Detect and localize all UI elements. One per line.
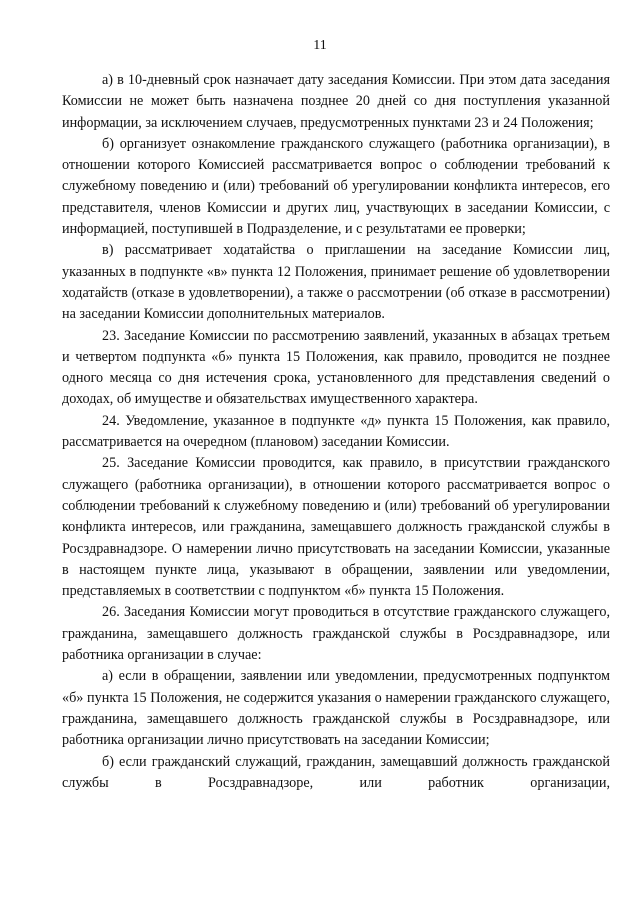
paragraph-23: 23. Заседание Комиссии по рассмотрению заявлений, указанных в абзацах третьем и четвертом подпункта «б» пункта 15 Положения, как правило, проводится не позднее одного месяца со дня истечения срока, установленного для представления сведений о доходах, об имуществе и обязательствах имущественного характера. xyxy=(62,327,610,408)
paragraph-26: 26. Заседания Комиссии могут проводиться в отсутствие гражданского служащего, гражданина, замещавшего должность гражданской службы в Росздравнадзоре, или работника организации в случае: xyxy=(62,604,610,664)
paragraph-25: 25. Заседание Комиссии проводится, как правило, в присутствии гражданского служащего (работника организации), в отношении которого рассматривается вопрос о соблюдении требований к служебному поведению и (или) требований об урегулировании конфликта интересов, или гражданина, замещавшего должность гражданской службы в Росздравнадзоре. О намерении лично присутствовать на заседании Комиссии, указанные в настоящем пункте лица, указывают в обращении, заявлении или уведомлении, представляемых в соответствии с подпунктом «б» пункта 15 Положения. xyxy=(62,455,610,600)
paragraph-24: 24. Уведомление, указанное в подпункте «д» пункта 15 Положения, как правило, рассматривается на очередном (плановом) заседании Комиссии. xyxy=(62,412,610,451)
paragraph-26a: а) если в обращении, заявлении или уведомлении, предусмотренных подпунктом «б» пункта 15 Положения, не содержится указания о намерении гражданского служащего, гражданина, замещавшего должность гражданской службы в Росздравнадзоре, или работника организации лично присутствовать на заседании Комиссии; xyxy=(62,668,610,749)
paragraph-22a: а) в 10-дневный срок назначает дату заседания Комиссии. При этом дата заседания Комиссии не может быть назначена позднее 20 дней со дня поступления указанной информации, за исключением случаев, предусмотренных пунктами 23 и 24 Положения; xyxy=(62,72,610,131)
page-number: 11 xyxy=(313,38,327,53)
paragraph-22v: в) рассматривает ходатайства о приглашении на заседание Комиссии лиц, указанных в подпункте «в» пункта 12 Положения, принимает решение об удовлетворении ходатайств (отказе в удовлетворении), а также о рассмотрении (об отказе в рассмотрении) на заседании Комиссии дополнительных материалов. xyxy=(62,242,610,323)
paragraph-26b: б) если гражданский служащий, гражданин, замещавший должность гражданской службы в Росздравнадзоре, или работник организации, xyxy=(62,753,610,791)
paragraph-22b: б) организует ознакомление гражданского служащего (работника организации), в отношении которого Комиссией рассматривается вопрос о соблюдении требований к служебному поведению и (или) требований об урегулировании конфликта интересов, его представителя, членов Комиссии и других лиц, участвующих в заседании Комиссии, с информацией, поступившей в Подразделение, и с результатами ее проверки; xyxy=(62,135,610,238)
document-body xyxy=(62,70,610,794)
